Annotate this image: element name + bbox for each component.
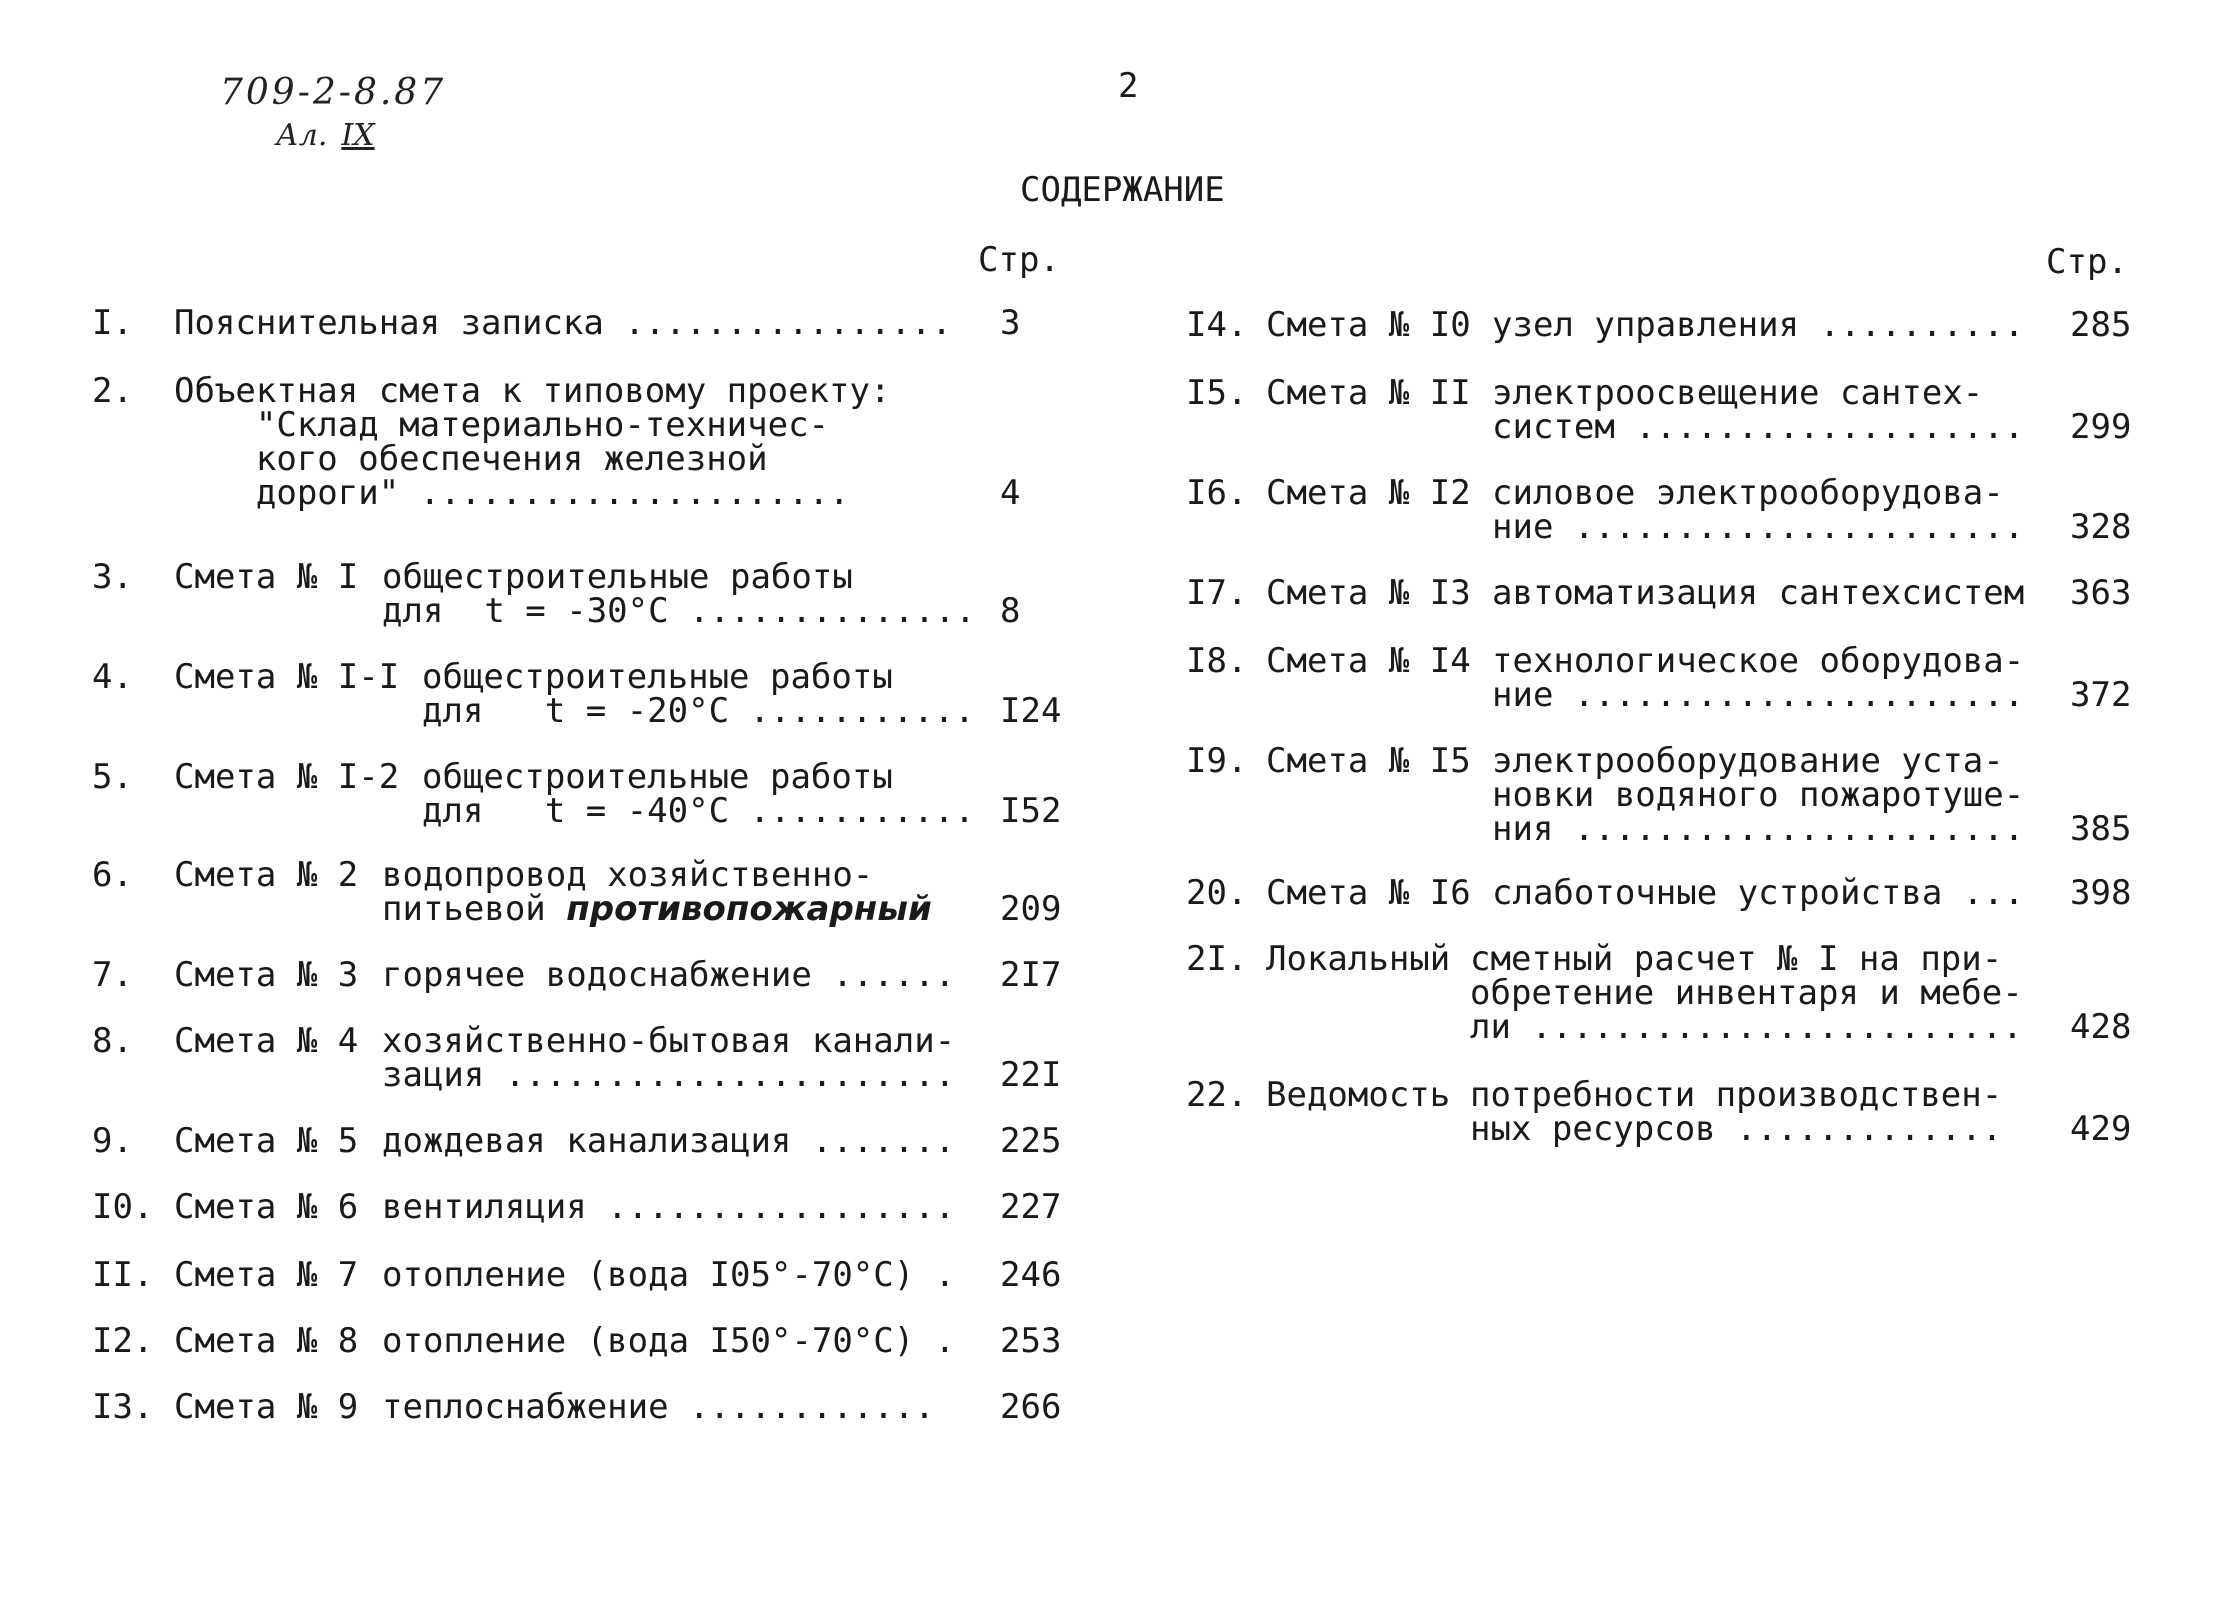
toc-entry-page: 253 [1000, 1321, 1062, 1361]
toc-entry-number: II. [92, 1255, 154, 1295]
toc-entry-text: дождевая канализация ....... [382, 1121, 956, 1161]
toc-entry-number: I3. [92, 1387, 154, 1427]
toc-entry-text: кого обеспечения железной [174, 439, 768, 479]
toc-entry-prefix: Смета № 2 [174, 855, 359, 895]
toc-entry-text: общестроительные работы [422, 657, 893, 697]
toc-entry-page: 8 [1000, 591, 1021, 631]
toc-entry-text: ние ...................... [1492, 675, 2025, 715]
toc-entry-text: вентиляция ................. [382, 1187, 956, 1227]
toc-entry-number: 3. [92, 557, 133, 597]
toc-entry-text: слаботочные устройства ... [1492, 873, 2025, 913]
toc-entry-page: 209 [1000, 889, 1062, 929]
sheet-label: Ал. [276, 118, 328, 153]
toc-entry-text: ли ........................ [1470, 1007, 2023, 1047]
toc-entry-text: водопровод хозяйственно- [382, 855, 874, 895]
toc-entry-text: систем ................... [1492, 407, 2025, 447]
toc-entry-text: отопление (вода I05°-70°С) . [382, 1255, 956, 1295]
toc-entry-number: 4. [92, 657, 133, 697]
toc-entry-page: I52 [1000, 791, 1062, 831]
toc-entry-number: I4. [1186, 305, 1248, 345]
right-column-page-header: Стр. [2046, 242, 2128, 282]
toc-entry-number: 2I. [1186, 939, 1248, 979]
toc-entry-text: хозяйственно-бытовая канали- [382, 1021, 956, 1061]
toc-entry-text: дороги" ..................... [174, 473, 850, 513]
toc-entry-number: 6. [92, 855, 133, 895]
toc-entry-page: 227 [1000, 1187, 1062, 1227]
toc-entry-number: 20. [1186, 873, 1248, 913]
document-code: 709-2-8.87 [220, 72, 447, 113]
toc-entry-prefix: Смета № I0 [1266, 305, 1471, 345]
toc-entry-text: Пояснительная записка ................ [174, 303, 952, 343]
toc-entry-prefix: Смета № I2 [1266, 473, 1471, 513]
toc-entry-text: новки водяного пожаротуше- [1492, 775, 2025, 815]
toc-entry-number: 22. [1186, 1075, 1248, 1115]
toc-entry-prefix: Смета № I [174, 557, 359, 597]
toc-entry-text: электроосвещение сантех- [1492, 373, 1984, 413]
toc-entry-text: обретение инвентаря и мебе- [1470, 973, 2023, 1013]
toc-entry-page: 428 [2070, 1007, 2132, 1047]
toc-entry-number: 2. [92, 371, 133, 411]
toc-entry-prefix: Ведомость [1266, 1075, 1451, 1115]
toc-entry-prefix: Смета № I-I [174, 657, 400, 697]
toc-entry-text: горячее водоснабжение ...... [382, 955, 956, 995]
toc-entry-page: 2I7 [1000, 955, 1062, 995]
toc-entry-page: 363 [2070, 573, 2132, 613]
sheet-mark [276, 118, 375, 153]
toc-entry-page: 328 [2070, 507, 2132, 547]
toc-entry-text: электрооборудование уста- [1492, 741, 2004, 781]
toc-entry-text: для t = -20°С ........... [422, 691, 975, 731]
toc-entry-page: 266 [1000, 1387, 1062, 1427]
toc-entry-number: I6. [1186, 473, 1248, 513]
left-column-page-header: Стр. [978, 240, 1060, 280]
toc-entry-prefix: Смета № II [1266, 373, 1471, 413]
toc-entry-text: Объектная смета к типовому проекту: [174, 371, 891, 411]
toc-entry-prefix: Смета № 7 [174, 1255, 359, 1295]
toc-entry-text: общестроительные работы [422, 757, 893, 797]
handwritten-insertion: противопожарный [566, 889, 932, 929]
toc-entry-page: 246 [1000, 1255, 1062, 1295]
toc-entry-page: 429 [2070, 1109, 2132, 1149]
toc-entry-prefix: Локальный [1266, 939, 1451, 979]
toc-entry-number: I0. [92, 1187, 154, 1227]
toc-entry-number: 5. [92, 757, 133, 797]
toc-entry-number: I9. [1186, 741, 1248, 781]
toc-entry-number: 9. [92, 1121, 133, 1161]
toc-entry-prefix: Смета № 8 [174, 1321, 359, 1361]
toc-entry-text: узел управления .......... [1492, 305, 2025, 345]
toc-entry-page: 398 [2070, 873, 2132, 913]
toc-entry-page: 299 [2070, 407, 2132, 447]
toc-entry-number: I. [92, 303, 133, 343]
toc-entry-number: I8. [1186, 641, 1248, 681]
toc-entry-page: 225 [1000, 1121, 1062, 1161]
sheet-number: IX [341, 118, 375, 153]
page-number: 2 [1118, 66, 1139, 106]
toc-entry-page: 285 [2070, 305, 2132, 345]
toc-entry-number: I2. [92, 1321, 154, 1361]
toc-entry-prefix: Смета № 3 [174, 955, 359, 995]
toc-entry-number: 7. [92, 955, 133, 995]
toc-entry-number: 8. [92, 1021, 133, 1061]
toc-entry-text: силовое электрооборудова- [1492, 473, 2004, 513]
toc-entry-prefix: Смета № I6 [1266, 873, 1471, 913]
toc-entry-prefix: Смета № I4 [1266, 641, 1471, 681]
toc-entry-page: I24 [1000, 691, 1062, 731]
toc-entry-text: автоматизация сантехсистем [1492, 573, 2025, 613]
toc-entry-text: потребности производствен- [1470, 1075, 2003, 1115]
toc-entry-text: теплоснабжение ............ [382, 1387, 935, 1427]
toc-entry-number: I7. [1186, 573, 1248, 613]
toc-entry-text: ние ...................... [1492, 507, 2025, 547]
toc-entry-page: 372 [2070, 675, 2132, 715]
toc-entry-page: 3 [1000, 303, 1021, 343]
toc-entry-prefix: Смета № I-2 [174, 757, 400, 797]
toc-entry-text: сметный расчет № I на при- [1470, 939, 2003, 979]
toc-entry-text: отопление (вода I50°-70°С) . [382, 1321, 956, 1361]
toc-entry-text: ния ...................... [1492, 809, 2025, 849]
toc-entry-text: для t = -30°С .............. [382, 591, 976, 631]
toc-entry-prefix: Смета № 6 [174, 1187, 359, 1227]
toc-entry-prefix: Смета № I3 [1266, 573, 1471, 613]
toc-entry-text: общестроительные работы [382, 557, 853, 597]
toc-entry-prefix: Смета № 4 [174, 1021, 359, 1061]
toc-entry-text: ных ресурсов ............. [1470, 1109, 2003, 1149]
toc-entry-page: 385 [2070, 809, 2132, 849]
toc-entry-prefix: Смета № 9 [174, 1387, 359, 1427]
toc-entry-number: I5. [1186, 373, 1248, 413]
toc-entry-text: технологическое оборудова- [1492, 641, 2025, 681]
toc-entry-prefix: Смета № I5 [1266, 741, 1471, 781]
page-title: СОДЕРЖАНИЕ [1020, 170, 1225, 210]
toc-entry-prefix: Смета № 5 [174, 1121, 359, 1161]
toc-entry-text: "Склад материально-техничес- [174, 405, 830, 445]
toc-entry-text: питьевой противопожарный [382, 889, 932, 929]
toc-entry-page: 22I [1000, 1055, 1062, 1095]
toc-entry-page: 4 [1000, 473, 1021, 513]
toc-entry-text: зация ...................... [382, 1055, 956, 1095]
toc-entry-text: для t = -40°С ........... [422, 791, 975, 831]
